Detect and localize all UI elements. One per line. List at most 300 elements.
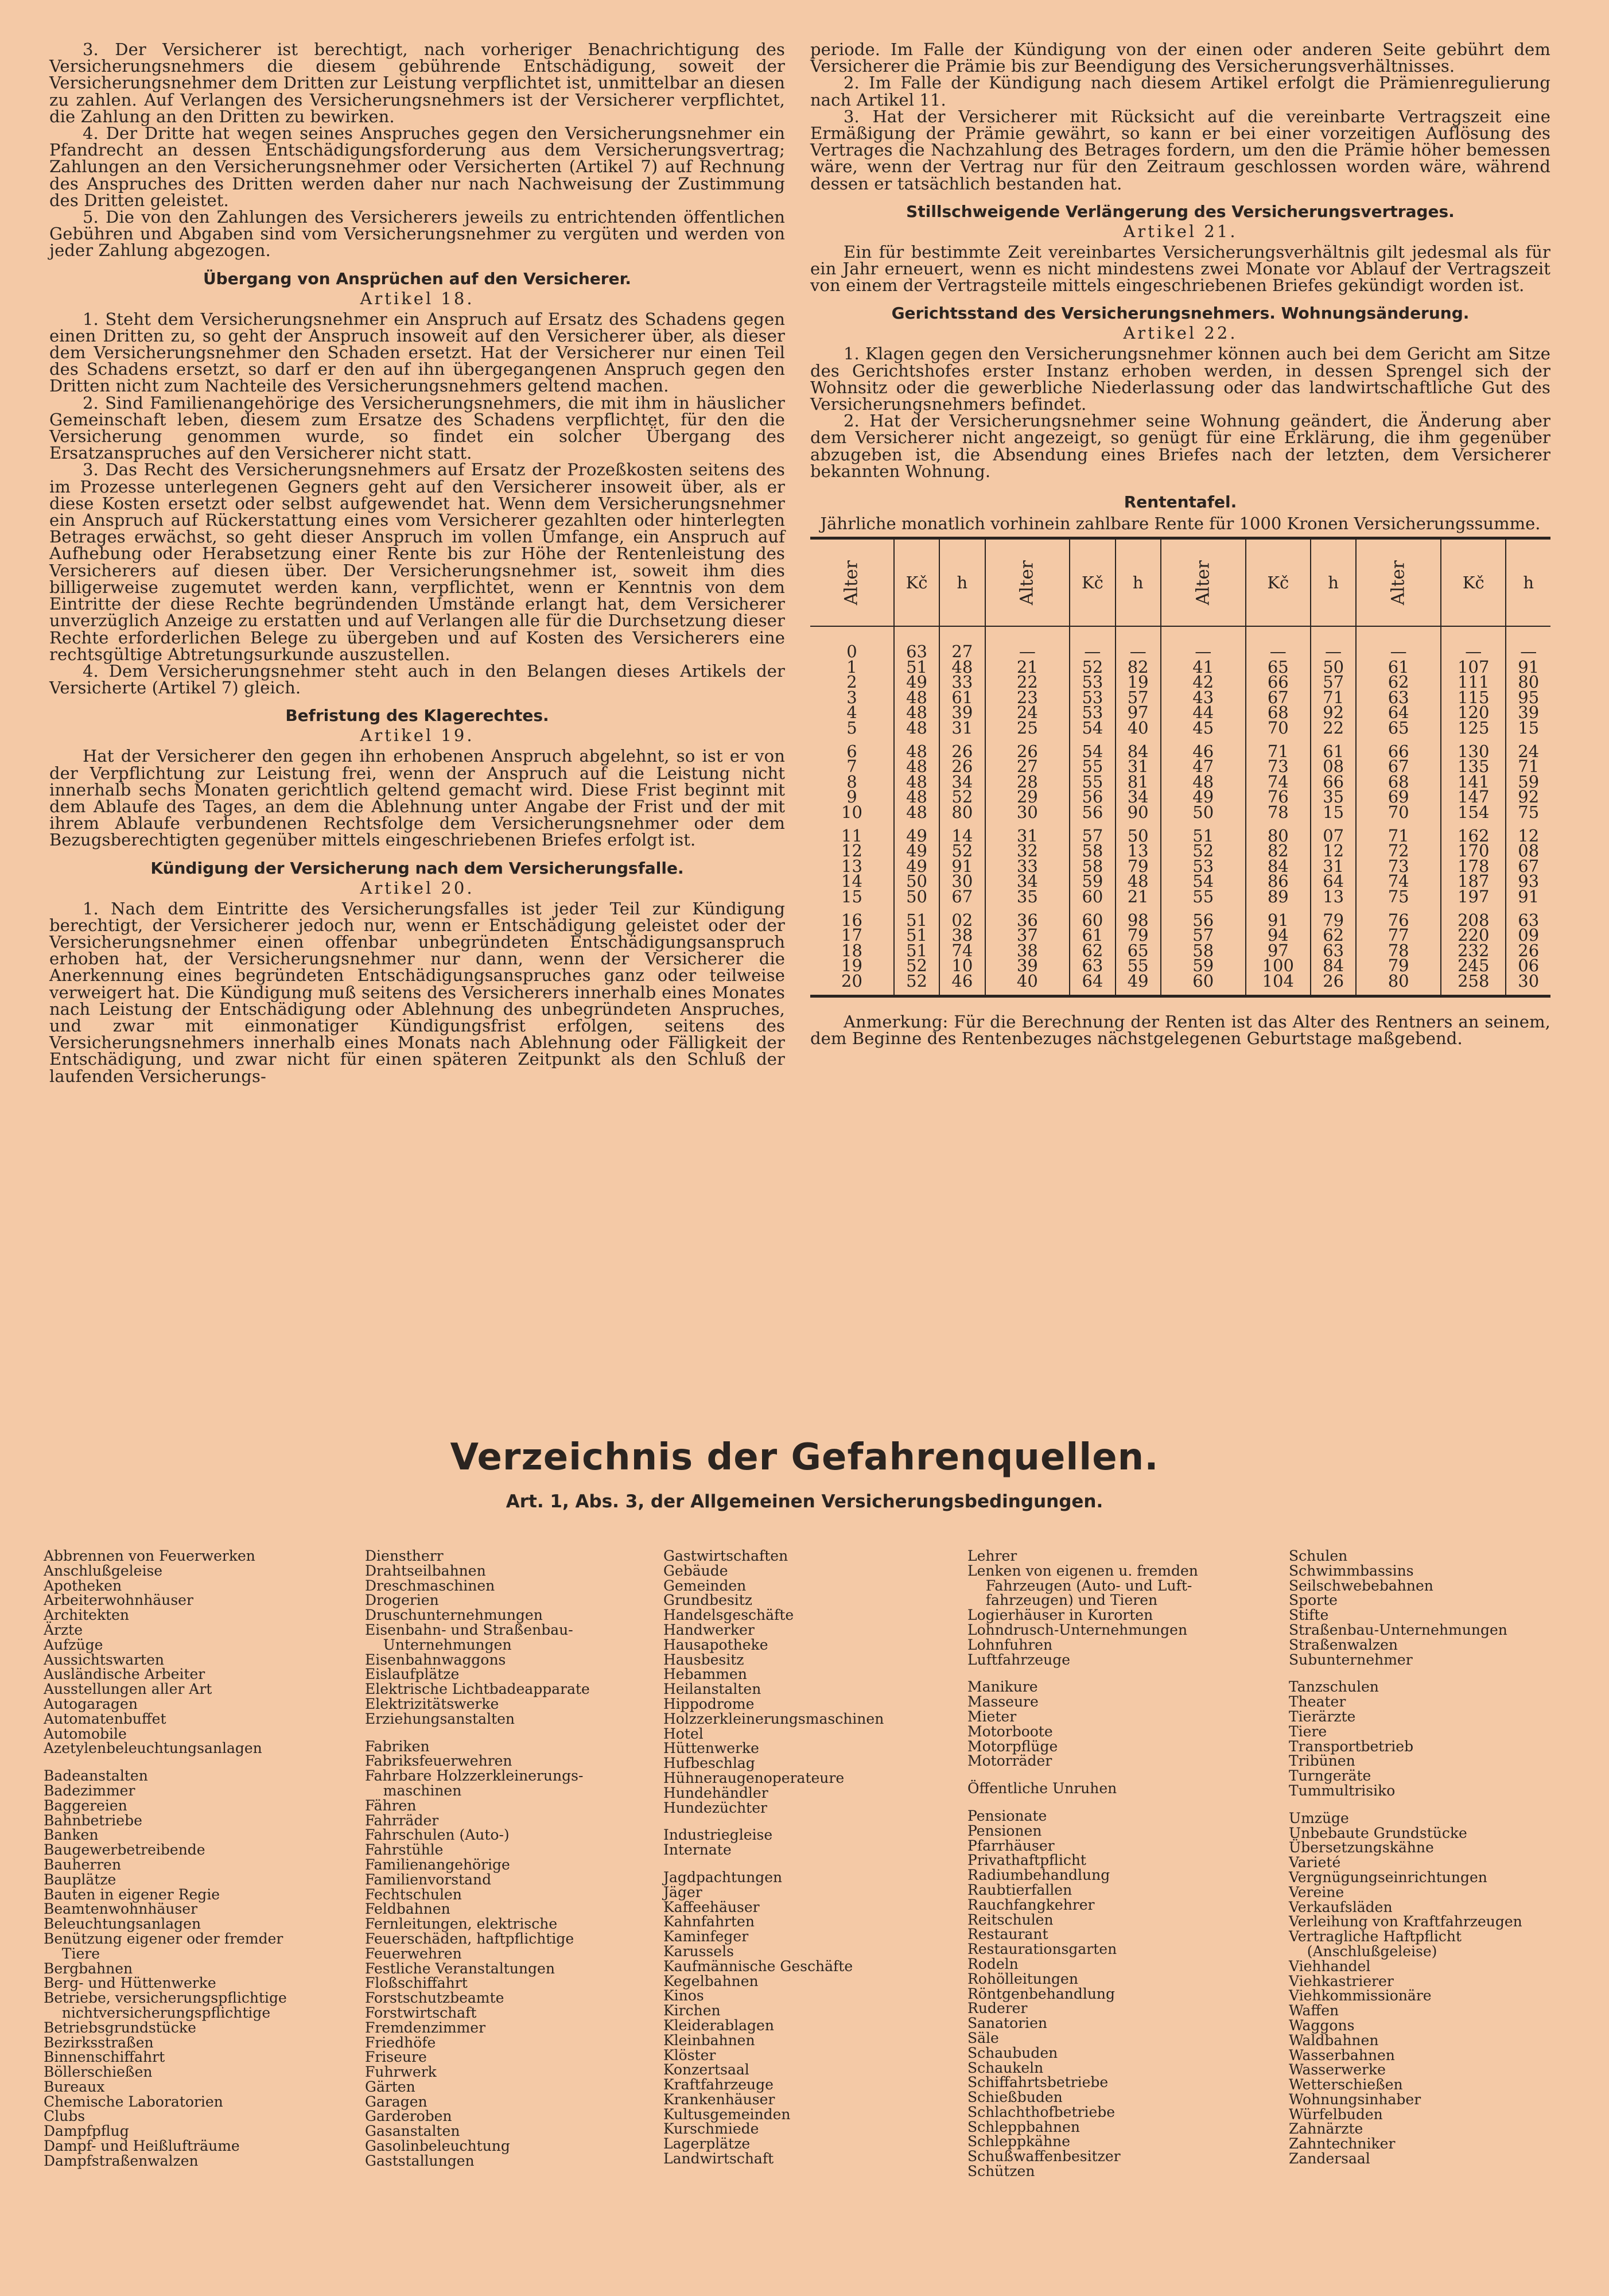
rent-table-cell: 57: [1070, 820, 1115, 844]
rent-table-cell: —: [1246, 626, 1311, 660]
hazard-list-item: Pfarrhäuser: [967, 1837, 1055, 1854]
rent-table-cell: 50: [894, 889, 939, 905]
hazard-list-item: Tribünen: [1289, 1752, 1355, 1770]
rent-table-cell: 66: [1246, 674, 1311, 690]
rent-table-header: Kč: [894, 538, 939, 627]
rent-table-cell: 80: [1246, 820, 1311, 844]
rent-table-cell: 41: [1161, 660, 1246, 675]
hazard-list-item: Anschlußgeleise: [44, 1562, 163, 1579]
rent-table-cell: 34: [1116, 789, 1161, 805]
rent-table-cell: 97: [1116, 705, 1161, 720]
rent-table-cell: 28: [985, 774, 1070, 790]
rent-table-cell: 09: [1506, 928, 1550, 943]
hazard-list-item: Öffentliche Unruhen: [967, 1780, 1117, 1797]
rent-table-header: Kč: [1441, 538, 1506, 627]
rent-table-cell: 07: [1311, 820, 1356, 844]
paragraph: 5. Die von den Zahlungen des Versicherers jeweils zu entrichtenden öffentlichen Gebühren und Abgaben sind vom Versicherungsnehmer zu vergüten und werden von jeder Zahlung abgezogen.: [49, 207, 785, 261]
hazard-list-item: Dienstherr: [365, 1548, 444, 1564]
hazard-list-item: Sporte: [1289, 1592, 1338, 1609]
rent-table-cell: 35: [1311, 789, 1356, 805]
hazard-list-item: Transportbetrieb: [1289, 1737, 1414, 1755]
rent-table-cell: 94: [1246, 928, 1311, 943]
rent-table-cell: 40: [985, 974, 1070, 996]
hazard-list-item: Seilschwebebahnen: [1289, 1577, 1433, 1594]
hazard-list-item: Garagen: [365, 2093, 427, 2110]
hazard-list-item: Subunternehmer: [1289, 1651, 1413, 1668]
rent-table-cell: 27: [985, 759, 1070, 774]
hazard-list-item: Hebammen: [663, 1666, 747, 1683]
rent-table-cell: —: [1161, 626, 1246, 660]
hazard-list-item: Bergbahnen: [44, 1960, 133, 1977]
paragraph: 3. Der Versicherer ist berechtigt, nach vorheriger Benachrichtigung des Versicherungsnehmers die diesem gebührende Entschädigung, soweit der Versicherungsnehmer dem Dritten zur Leistung verpflichtet ist, unmittelbar an diesen zu zahlen. Auf Verlangen des Versicherungsnehmers ist der Versicherer verpflichtet, die Zahlung an den Dritten zu bewirken.: [49, 40, 785, 126]
hazard-list-item: Drahtseilbahnen: [365, 1562, 486, 1579]
rent-table-cell: 73: [1246, 759, 1311, 774]
hazard-list-item: Jagdpachtungen: [663, 1868, 783, 1886]
hazard-list-item: Zahnärzte: [1289, 2120, 1363, 2138]
rent-table-header: Alter: [810, 538, 894, 627]
hazard-list-item: Straßenwalzen: [1289, 1636, 1398, 1653]
rent-table-cell: 57: [1116, 690, 1161, 705]
rent-table-header: h: [1311, 538, 1356, 627]
hazard-list-item: Fremdenzimmer: [365, 2019, 486, 2036]
rent-table-cell: 79: [1116, 928, 1161, 943]
rent-table: [810, 537, 1550, 997]
hazard-list-item: Fahrzeugen (Auto- und Luft-: [967, 1577, 1192, 1594]
hazard-list-item: Theater: [1289, 1693, 1346, 1711]
rent-table-note: Anmerkung: Für die Berechnung der Renten ist das Alter des Rentners an seinem, dem Beginne des Rentenbezuges nächstgelegenen Geburtstage maßgebend.: [810, 1011, 1550, 1048]
rent-table-cell: 38: [985, 943, 1070, 959]
article-number: Artikel 21.: [1123, 221, 1238, 241]
rent-table-cell: 16: [841, 910, 862, 930]
hazard-list-item: Lohnfuhren: [967, 1636, 1053, 1653]
rent-table-cell: 48: [894, 720, 939, 736]
rent-table-cell: 30: [939, 874, 985, 889]
rent-table-header: h: [1116, 538, 1161, 627]
rent-table-cell: 74: [939, 943, 985, 959]
hazard-list-item: Binnenschiffahrt: [44, 2049, 165, 2066]
rent-table-row: [810, 974, 1550, 996]
rent-table-cell: 30: [985, 805, 1070, 820]
hazard-list-item: Azetylenbeleuchtungsanlagen: [44, 1740, 262, 1757]
hazard-list-item: Heilanstalten: [663, 1681, 761, 1698]
rent-table-cell: 15: [1506, 720, 1550, 736]
rent-table-row: [810, 820, 1550, 844]
rent-table-row: [810, 736, 1550, 759]
rent-table-cell: 68: [1356, 774, 1441, 790]
hazard-list-item: Waffen: [1289, 2002, 1339, 2019]
rent-table-cell: 92: [1311, 705, 1356, 720]
hazard-list-item: Landwirtschaft: [663, 2150, 774, 2167]
left-text-column: [49, 41, 785, 1085]
rent-table-cell: 39: [939, 705, 985, 720]
rent-table-cell: 78: [1246, 805, 1311, 820]
rent-table-cell: 37: [985, 928, 1070, 943]
hazard-list-item: Fahrschulen (Auto-): [365, 1826, 510, 1844]
hazard-list-item: Kaufmännische Geschäfte: [663, 1957, 853, 1975]
paragraph: 2. Hat der Versicherungsnehmer seine Wohnung geändert, die Änderung aber dem Versicherer nicht angezeigt, so genügt für eine Erklärung, die ihm gegenüber abzugeben ist, die Absendung eines Briefes nach der letzten, dem Versicherer bekannten Wohnung.: [810, 411, 1550, 481]
hazard-list-item: Badeanstalten: [44, 1767, 148, 1785]
hazard-list-item: Kinos: [663, 1987, 704, 2004]
hazard-list-item: Manikure: [967, 1678, 1038, 1696]
hazard-list-item: (Anschlußgeleise): [1289, 1942, 1437, 1960]
hazard-list-item: Familienangehörige: [365, 1856, 510, 1873]
hazard-list-item: maschinen: [365, 1782, 462, 1799]
rent-table-cell: 13: [841, 856, 862, 876]
rent-table-cell: 20: [841, 971, 862, 991]
rent-table-cell: 48: [894, 805, 939, 820]
rent-table-cell: 89: [1246, 889, 1311, 905]
rent-table-cell: 57: [1311, 674, 1356, 690]
rent-table-cell: —: [1441, 626, 1506, 660]
rent-table-cell: 25: [985, 720, 1070, 736]
rent-table-row: [810, 905, 1550, 928]
rent-table-cell: 48: [894, 759, 939, 774]
hazard-list-item: Krankenhäuser: [663, 2091, 775, 2108]
rent-table-cell: 5: [846, 718, 857, 738]
rent-table-cell: 19: [1116, 674, 1161, 690]
rent-table-cell: 67: [1506, 859, 1550, 874]
hazard-list-item: Unbebaute Grundstücke: [1289, 1824, 1467, 1841]
hazard-list-item: Betriebsgrundstücke: [44, 2019, 196, 2036]
hazard-list-item: Vereine: [1289, 1883, 1344, 1901]
hazard-list-item: Sanatorien: [967, 2015, 1047, 2032]
rent-table-cell: 141: [1441, 774, 1506, 790]
hazard-list-item: Grundbesitz: [663, 1592, 752, 1609]
rent-table-cell: 93: [1506, 874, 1550, 889]
hazard-list-item: Familienvorstand: [365, 1871, 492, 1888]
right-text-column: [810, 41, 1550, 1047]
hazard-list-item: Lohndrusch-Unternehmungen: [967, 1621, 1188, 1638]
rent-table-cell: 74: [1356, 874, 1441, 889]
hazard-list-item: Fechtschulen: [365, 1886, 462, 1903]
rent-table-cell: 36: [985, 905, 1070, 928]
hazard-list-item: Automatenbuffet: [44, 1710, 166, 1727]
rent-table-cell: 13: [1311, 889, 1356, 905]
hazard-list-item: Forstwirtschaft: [365, 2004, 477, 2021]
hazard-list-item: Bahnbetriebe: [44, 1812, 142, 1829]
hazard-list-item: Handwerker: [663, 1621, 755, 1638]
hazard-list-item: Bauherren: [44, 1856, 122, 1873]
hazard-list-column: [967, 1549, 1266, 2179]
hazard-list-item: Waggons: [1289, 2016, 1355, 2034]
section-title: Übergang von Ansprüchen auf den Versicherer.: [203, 269, 632, 288]
rent-table-cell: 23: [985, 690, 1070, 705]
hazard-list-item: Forstschutzbeamte: [365, 1989, 504, 2007]
hazard-list-item: Fernleitungen, elektrische: [365, 1915, 558, 1933]
rent-table-cell: 91: [1506, 889, 1550, 905]
rent-table-cell: 220: [1441, 928, 1506, 943]
hazard-list-item: Wohnungsinhaber: [1289, 2091, 1421, 2108]
rent-table-cell: 54: [1161, 874, 1246, 889]
rent-table-cell: 78: [1356, 943, 1441, 959]
rent-table-cell: 62: [1070, 943, 1115, 959]
rent-table-cell: 21: [985, 660, 1070, 675]
rent-table-cell: 51: [894, 905, 939, 928]
rent-table-cell: 72: [1356, 843, 1441, 859]
hazard-list-item: Zahntechniker: [1289, 2135, 1396, 2152]
hazard-list-item: Würfelbuden: [1289, 2105, 1383, 2123]
rent-table-cell: 111: [1441, 674, 1506, 690]
rent-table-cell: 65: [1356, 720, 1441, 736]
hazard-list-item: Kegelbahnen: [663, 1972, 759, 1989]
rent-table-cell: 70: [1246, 720, 1311, 736]
rent-table-cell: 80: [1356, 974, 1441, 996]
rent-table-cell: 0: [846, 642, 857, 662]
rent-table-cell: 40: [1116, 720, 1161, 736]
rent-table-cell: 49: [1116, 974, 1161, 996]
hazard-list-item: Schaubuden: [967, 2044, 1058, 2061]
rent-table-header: Kč: [1070, 538, 1115, 627]
rent-table-cell: 66: [1311, 774, 1356, 790]
hazard-list-item: Tummultrisiko: [1289, 1782, 1396, 1799]
hazard-list-item: Säle: [967, 2029, 999, 2046]
index-title: Verzeichnis der Gefahrenquellen.: [450, 1436, 1159, 1479]
rent-table-cell: 22: [1311, 720, 1356, 736]
rent-table-cell: 84: [1116, 736, 1161, 759]
rent-table-cell: 67: [1246, 690, 1311, 705]
rent-table-cell: 31: [1116, 759, 1161, 774]
hazard-list-item: Motorpflüge: [967, 1737, 1058, 1755]
rent-table-cell: 71: [1246, 736, 1311, 759]
rent-table-cell: 49: [894, 820, 939, 844]
hazard-list-item: Zandersaal: [1289, 2150, 1370, 2167]
rent-table-cell: 62: [1356, 674, 1441, 690]
rent-table-cell: 61: [1356, 660, 1441, 675]
rent-table-cell: 31: [985, 820, 1070, 844]
rent-table-cell: 63: [1070, 958, 1115, 974]
paragraph: 4. Der Dritte hat wegen seines Anspruches gegen den Versicherungsnehmer ein Pfandrecht an dessen Entschädigungsforderung aus dem Versicherungsvertrag; Zahlungen an den Versicherungsnehmer oder Versicherten (Artikel 7) auf Rechnung des Anspruches des Dritten werden daher nur nach Nachweisung der Zustimmung des Dritten geleistet.: [49, 123, 785, 210]
section-title: Kündigung der Versicherung nach dem Versicherungsfalle.: [150, 858, 684, 878]
section-title: Gerichtsstand des Versicherungsnehmers. Wohnungsänderung.: [891, 304, 1470, 323]
rent-table-row: [810, 889, 1550, 905]
rent-table-cell: 26: [1311, 974, 1356, 996]
rent-table-cell: 26: [939, 736, 985, 759]
rent-table-cell: 135: [1441, 759, 1506, 774]
rent-table-cell: 61: [939, 690, 985, 705]
hazard-list-item: Drogerien: [365, 1592, 439, 1609]
hazard-list-item: Schaukeln: [967, 2059, 1044, 2076]
rent-table-cell: 06: [1506, 958, 1550, 974]
rent-table-cell: 147: [1441, 789, 1506, 805]
rent-table-cell: 50: [1116, 820, 1161, 844]
rent-table-cell: 162: [1441, 820, 1506, 844]
rent-table-header: Alter: [1356, 538, 1441, 627]
rent-table-cell: 39: [985, 958, 1070, 974]
hazard-list-item: Privathaftpflicht: [967, 1852, 1086, 1869]
rent-table-cell: —: [985, 626, 1070, 660]
rent-table-cell: 69: [1356, 789, 1441, 805]
rent-table-cell: 53: [1070, 705, 1115, 720]
rent-table-cell: 95: [1506, 690, 1550, 705]
rent-table-cell: 74: [1246, 774, 1311, 790]
rent-table-header: h: [1506, 538, 1550, 627]
rent-table-cell: 77: [1356, 928, 1441, 943]
hazard-list-item: Raubtierfallen: [967, 1881, 1072, 1898]
hazard-list-item: Baugewerbetreibende: [44, 1841, 205, 1859]
rent-table-cell: 82: [1116, 660, 1161, 675]
rent-table-cell: 71: [1311, 690, 1356, 705]
hazard-list-item: Aufzüge: [44, 1636, 103, 1653]
rent-table-cell: 60: [1070, 889, 1115, 905]
rent-table-cell: 52: [939, 789, 985, 805]
rent-table-cell: 59: [1161, 958, 1246, 974]
paragraph: 2. Im Falle der Kündigung nach diesem Artikel erfolgt die Prämienregulierung nach Artikel 11.: [810, 73, 1550, 110]
hazard-list-item: Automobile: [44, 1725, 127, 1742]
hazard-list-item: Böllerschießen: [44, 2064, 153, 2081]
paragraph: Hat der Versicherer den gegen ihn erhobenen Anspruch abgelehnt, so ist er von der Verpflichtung zur Leistung frei, wenn der Anspruch auf die Leistung nicht innerhalb sechs Monaten gerichtlich geltend gemacht wird. Diese Frist beginnt mit dem Ablaufe des Tages, an dem die Ablehnung unter Angabe der Frist und der mit ihrem Ablaufe verbundenen Rechtsfolge dem Versicherungsnehmer oder dem Bezugsberechtigten gegenüber mittels eingeschriebenen Briefes erfolgt ist.: [49, 746, 785, 850]
hazard-list-item: Wasserbahnen: [1289, 2046, 1395, 2064]
rent-table-cell: 38: [939, 928, 985, 943]
rent-table-cell: 26: [985, 736, 1070, 759]
hazard-list-item: Floßschiffahrt: [365, 1975, 468, 1992]
hazard-list-item: Jäger: [663, 1883, 702, 1901]
hazard-list-item: Fahrräder: [365, 1812, 439, 1829]
rent-table-cell: 13: [1116, 843, 1161, 859]
rent-table-cell: 21: [1116, 889, 1161, 905]
hazard-list-item: Dampfstraßenwalzen: [44, 2152, 199, 2169]
hazard-list-item: Fabriksfeuerwehren: [365, 1752, 512, 1770]
rent-table-cell: 107: [1441, 660, 1506, 675]
hazard-list-column: [365, 1549, 663, 2169]
hazard-list-item: Fahrbare Holzzerkleinerungs-: [365, 1767, 584, 1785]
hazard-list-item: Viehkastrierer: [1289, 1972, 1394, 1989]
rent-table-cell: 52: [894, 958, 939, 974]
rent-table-cell: 48: [894, 690, 939, 705]
rent-table-cell: 170: [1441, 843, 1506, 859]
rent-table-cell: —: [1506, 626, 1550, 660]
rent-table-cell: 33: [985, 859, 1070, 874]
rent-table-cell: 34: [939, 774, 985, 790]
hazard-list-item: Kurschmiede: [663, 2120, 759, 2138]
rent-table-cell: 100: [1246, 958, 1311, 974]
hazard-list-item: Fabriken: [365, 1737, 430, 1755]
hazard-list-item: Dreschmaschinen: [365, 1577, 495, 1594]
rent-table-cell: 53: [1070, 674, 1115, 690]
hazard-list-item: Schleppkähne: [967, 2133, 1071, 2150]
hazard-list-item: Restaurationsgarten: [967, 1941, 1117, 1958]
hazard-list-item: Fahrstühle: [365, 1841, 444, 1859]
rent-table-title: Rententafel.: [1124, 492, 1237, 512]
rent-table-cell: 71: [1506, 759, 1550, 774]
hazard-list-item: Masseure: [967, 1693, 1039, 1711]
rent-table-cell: 64: [1356, 705, 1441, 720]
rent-table-header: h: [939, 538, 985, 627]
hazard-list-item: Fuhrwerk: [365, 2064, 437, 2081]
hazard-list-item: Radiumbehandlung: [967, 1867, 1110, 1884]
hazard-list-item: Röntgenbehandlung: [967, 1985, 1116, 2002]
rent-table-cell: 26: [1506, 943, 1550, 959]
hazard-list-item: Dampf- und Heißlufträume: [44, 2138, 240, 2155]
rent-table-cell: 55: [1070, 759, 1115, 774]
right-text-blocks: [810, 41, 1550, 480]
hazard-list-item: Logierhäuser in Kurorten: [967, 1607, 1153, 1624]
rent-table-cell: 178: [1441, 859, 1506, 874]
hazard-list-item: Ruderer: [967, 2000, 1028, 2017]
rent-table-cell: 14: [939, 820, 985, 844]
rent-table-cell: 82: [1246, 843, 1311, 859]
rent-table-cell: 43: [1161, 690, 1246, 705]
hazard-list-item: Beleuchtungsanlagen: [44, 1915, 201, 1933]
rent-table-cell: 51: [1161, 820, 1246, 844]
rent-table-cell: 91: [939, 859, 985, 874]
hazard-list-item: Motorräder: [967, 1752, 1052, 1770]
hazard-list-item: Friedhöfe: [365, 2034, 436, 2051]
article-number: Artikel 18.: [360, 288, 475, 308]
hazard-list-item: Chemische Laboratorien: [44, 2093, 223, 2110]
rent-table-cell: 75: [1356, 889, 1441, 905]
rent-table-cell: 245: [1441, 958, 1506, 974]
rent-table-cell: 52: [894, 974, 939, 996]
rent-table-cell: 02: [939, 905, 985, 928]
rent-table-cell: 79: [1311, 905, 1356, 928]
rent-table-cell: 55: [1070, 774, 1115, 790]
hazard-list-item: Hausapotheke: [663, 1636, 768, 1653]
rent-table-cell: 44: [1161, 705, 1246, 720]
hazard-list-item: Holzzerkleinerungsmaschinen: [663, 1710, 884, 1727]
hazard-list-item: Fähren: [365, 1797, 417, 1814]
rent-table-cell: 52: [1161, 843, 1246, 859]
hazard-list-item: Bauplätze: [44, 1871, 116, 1888]
rent-table-cell: 57: [1161, 928, 1246, 943]
rent-table-cell: —: [1116, 626, 1161, 660]
hazard-list-item: Bureaux: [44, 2078, 105, 2095]
hazard-list-item: Viehhandel: [1289, 1957, 1371, 1975]
rent-table-cell: 84: [1246, 859, 1311, 874]
hazard-list-item: Architekten: [44, 1607, 130, 1624]
hazard-list-item: Kaminfeger: [663, 1928, 749, 1945]
rent-table-cell: 49: [894, 843, 939, 859]
rent-table-cell: 60: [1070, 905, 1115, 928]
rent-table-cell: 79: [1356, 958, 1441, 974]
hazard-list-item: Hühneraugenoperateure: [663, 1769, 845, 1786]
hazard-list-item: Konzertsaal: [663, 2061, 749, 2078]
hazard-list-item: Schulen: [1289, 1548, 1348, 1564]
hazard-list-item: Hotel: [663, 1725, 704, 1742]
rent-table-cell: 65: [1116, 943, 1161, 959]
hazard-list-item: Gärten: [365, 2078, 415, 2095]
hazard-list-item: nichtversicherungspflichtige: [44, 2004, 271, 2021]
rent-table-cell: 67: [939, 889, 985, 905]
rent-table-cell: 39: [1506, 705, 1550, 720]
rent-table-cell: 56: [1070, 805, 1115, 820]
hazard-list-item: Garderoben: [365, 2108, 452, 2125]
hazard-list-item: Elektrizitätswerke: [365, 1695, 499, 1712]
hazard-list-item: Karussels: [663, 1942, 734, 1960]
rent-table-cell: 11: [841, 825, 862, 846]
rent-table-cell: 53: [1161, 859, 1246, 874]
rent-table-cell: 15: [841, 886, 862, 906]
rent-table-cell: 46: [939, 974, 985, 996]
hazard-list-item: Rodeln: [967, 1955, 1019, 1972]
rent-table-cell: 8: [846, 771, 857, 792]
paragraph: 2. Sind Familienangehörige des Versicherungsnehmers, die mit ihm in häuslicher Gemeinschaft leben, diesem zum Ersatze des Schadens verpflichtet, für den die Versicherung genommen wurde, so findet ein solcher Übergang des Ersatzanspruches auf den Versicherer nicht statt.: [49, 393, 785, 463]
paragraph: 1. Nach dem Eintritte des Versicherungsfalles ist jeder Teil zur Kündigung berechtigt, der Versicherer jedoch nur, wenn er Entschädigung geleistet oder der Versicherungsnehmer einen offenbar unbegründeten Entschädigungsanspruch erhoben hat, der Versicherungsnehmer nur dann, wenn der Versicherer die Anerkennung eines begründeten Entschädigungsanspruches ganz oder teilweise verweigert hat. Die Kündigung muß seitens des Versicherers innerhalb eines Monates nach Leistung der Entschädigung oder Ablehnung des unbegründeten Anspruches, und zwar mit einmonatiger Kündigungsfrist erfolgen, seitens des Versicherungsnehmers innerhalb eines Monats nach Ablehnung oder Fälligkeit der Entschädigung, und zwar nicht für einen späteren Zeitpunkt als den Schluß der laufenden Versicherungs-: [49, 898, 785, 1086]
hazard-list-item: Internate: [663, 1841, 732, 1859]
rent-table-row: [810, 626, 1550, 660]
rent-table-cell: 59: [1506, 774, 1550, 790]
hazard-list-item: Ausländische Arbeiter: [44, 1666, 205, 1683]
hazard-list-item: Benützung eigener oder fremder: [44, 1930, 283, 1947]
hazard-list-item: Waldbahnen: [1289, 2031, 1379, 2049]
hazard-list-item: Stifte: [1289, 1607, 1329, 1624]
rent-table-cell: 125: [1441, 720, 1506, 736]
rent-table-cell: 81: [1116, 774, 1161, 790]
hazard-list-item: Kultusgemeinden: [663, 2105, 791, 2123]
hazard-list-item: Bezirksstraßen: [44, 2034, 154, 2051]
rent-table-cell: 12: [1506, 820, 1550, 844]
rent-table-cell: 98: [1116, 905, 1161, 928]
rent-table-cell: 86: [1246, 874, 1311, 889]
